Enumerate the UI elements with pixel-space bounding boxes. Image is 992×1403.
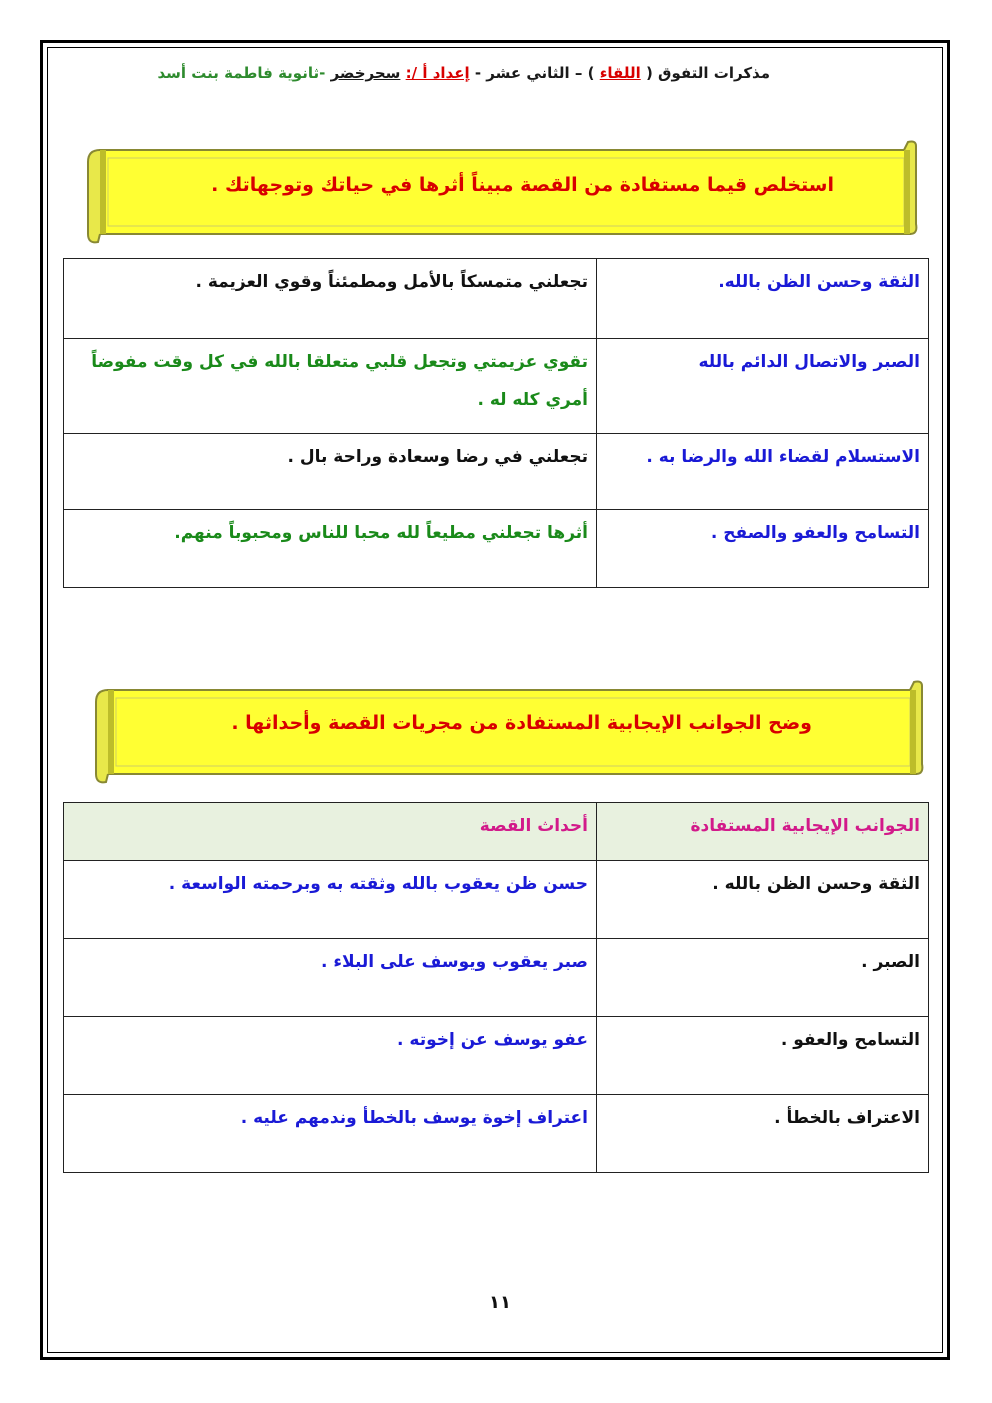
- event-cell: صبر يعقوب ويوسف على البلاء .: [64, 939, 597, 1017]
- event-cell: عفو يوسف عن إخوته .: [64, 1017, 597, 1095]
- header-title: مذكرات التفوق (: [645, 64, 770, 82]
- table-row: [64, 1095, 929, 1173]
- aspect-cell: الصبر .: [597, 939, 929, 1017]
- page-header: [120, 64, 770, 82]
- table-row: [64, 434, 929, 510]
- table-row: [64, 939, 929, 1017]
- effect-cell: تقوي عزيمتي وتجعل قلبي متعلقا بالله في كل وقت مفوضاً أمري كله له .: [64, 339, 597, 434]
- table-row: [64, 510, 929, 588]
- aspect-cell: الاعتراف بالخطأ .: [597, 1095, 929, 1173]
- section2-heading: وضح الجوانب الإيجابية المستفادة من مجريات القصة وأحداثها .: [231, 712, 812, 734]
- value-cell: الصبر والاتصال الدائم بالله: [597, 339, 929, 434]
- column-header-events: أحداث القصة: [64, 803, 597, 861]
- value-cell: الثقة وحسن الظن بالله.: [597, 259, 929, 339]
- table-row: [64, 861, 929, 939]
- effect-cell: أثرها تجعلني مطيعاً لله محبا للناس ومحبوباً منهم.: [64, 510, 597, 588]
- header-prepared-by: إعداد أ /:: [405, 64, 470, 82]
- aspect-cell: الثقة وحسن الظن بالله .: [597, 861, 929, 939]
- table-row: [64, 1017, 929, 1095]
- event-cell: حسن ظن يعقوب بالله وثقته به وبرحمته الواسعة .: [64, 861, 597, 939]
- values-table: [63, 258, 929, 588]
- header-teacher: سحرخضر: [330, 64, 401, 82]
- header-school: -ثانوية فاطمة بنت أسد: [157, 64, 326, 82]
- aspect-cell: التسامح والعفو .: [597, 1017, 929, 1095]
- page-number: ١١: [489, 1292, 511, 1313]
- value-cell: التسامح والعفو والصفح .: [597, 510, 929, 588]
- column-header-aspects: الجوانب الإيجابية المستفادة: [597, 803, 929, 861]
- header-grade: ) – الثاني عشر -: [474, 64, 595, 82]
- scroll-banner-2: [94, 678, 924, 786]
- table-header-row: [64, 803, 929, 861]
- event-cell: اعتراف إخوة يوسف بالخطأ وندمهم عليه .: [64, 1095, 597, 1173]
- scroll-banner-1: [86, 138, 918, 246]
- effect-cell: تجعلني متمسكاً بالأمل ومطمئناً وقوي العزيمة .: [64, 259, 597, 339]
- table-row: [64, 259, 929, 339]
- table-row: [64, 339, 929, 434]
- effect-cell: تجعلني في رضا وسعادة وراحة بال .: [64, 434, 597, 510]
- value-cell: الاستسلام لقضاء الله والرضا به .: [597, 434, 929, 510]
- section1-heading: استخلص قيما مستفادة من القصة مبيناً أثرها في حياتك وتوجهاتك .: [211, 174, 834, 196]
- aspects-table: [63, 802, 929, 1173]
- header-lesson: اللقاء: [599, 64, 641, 82]
